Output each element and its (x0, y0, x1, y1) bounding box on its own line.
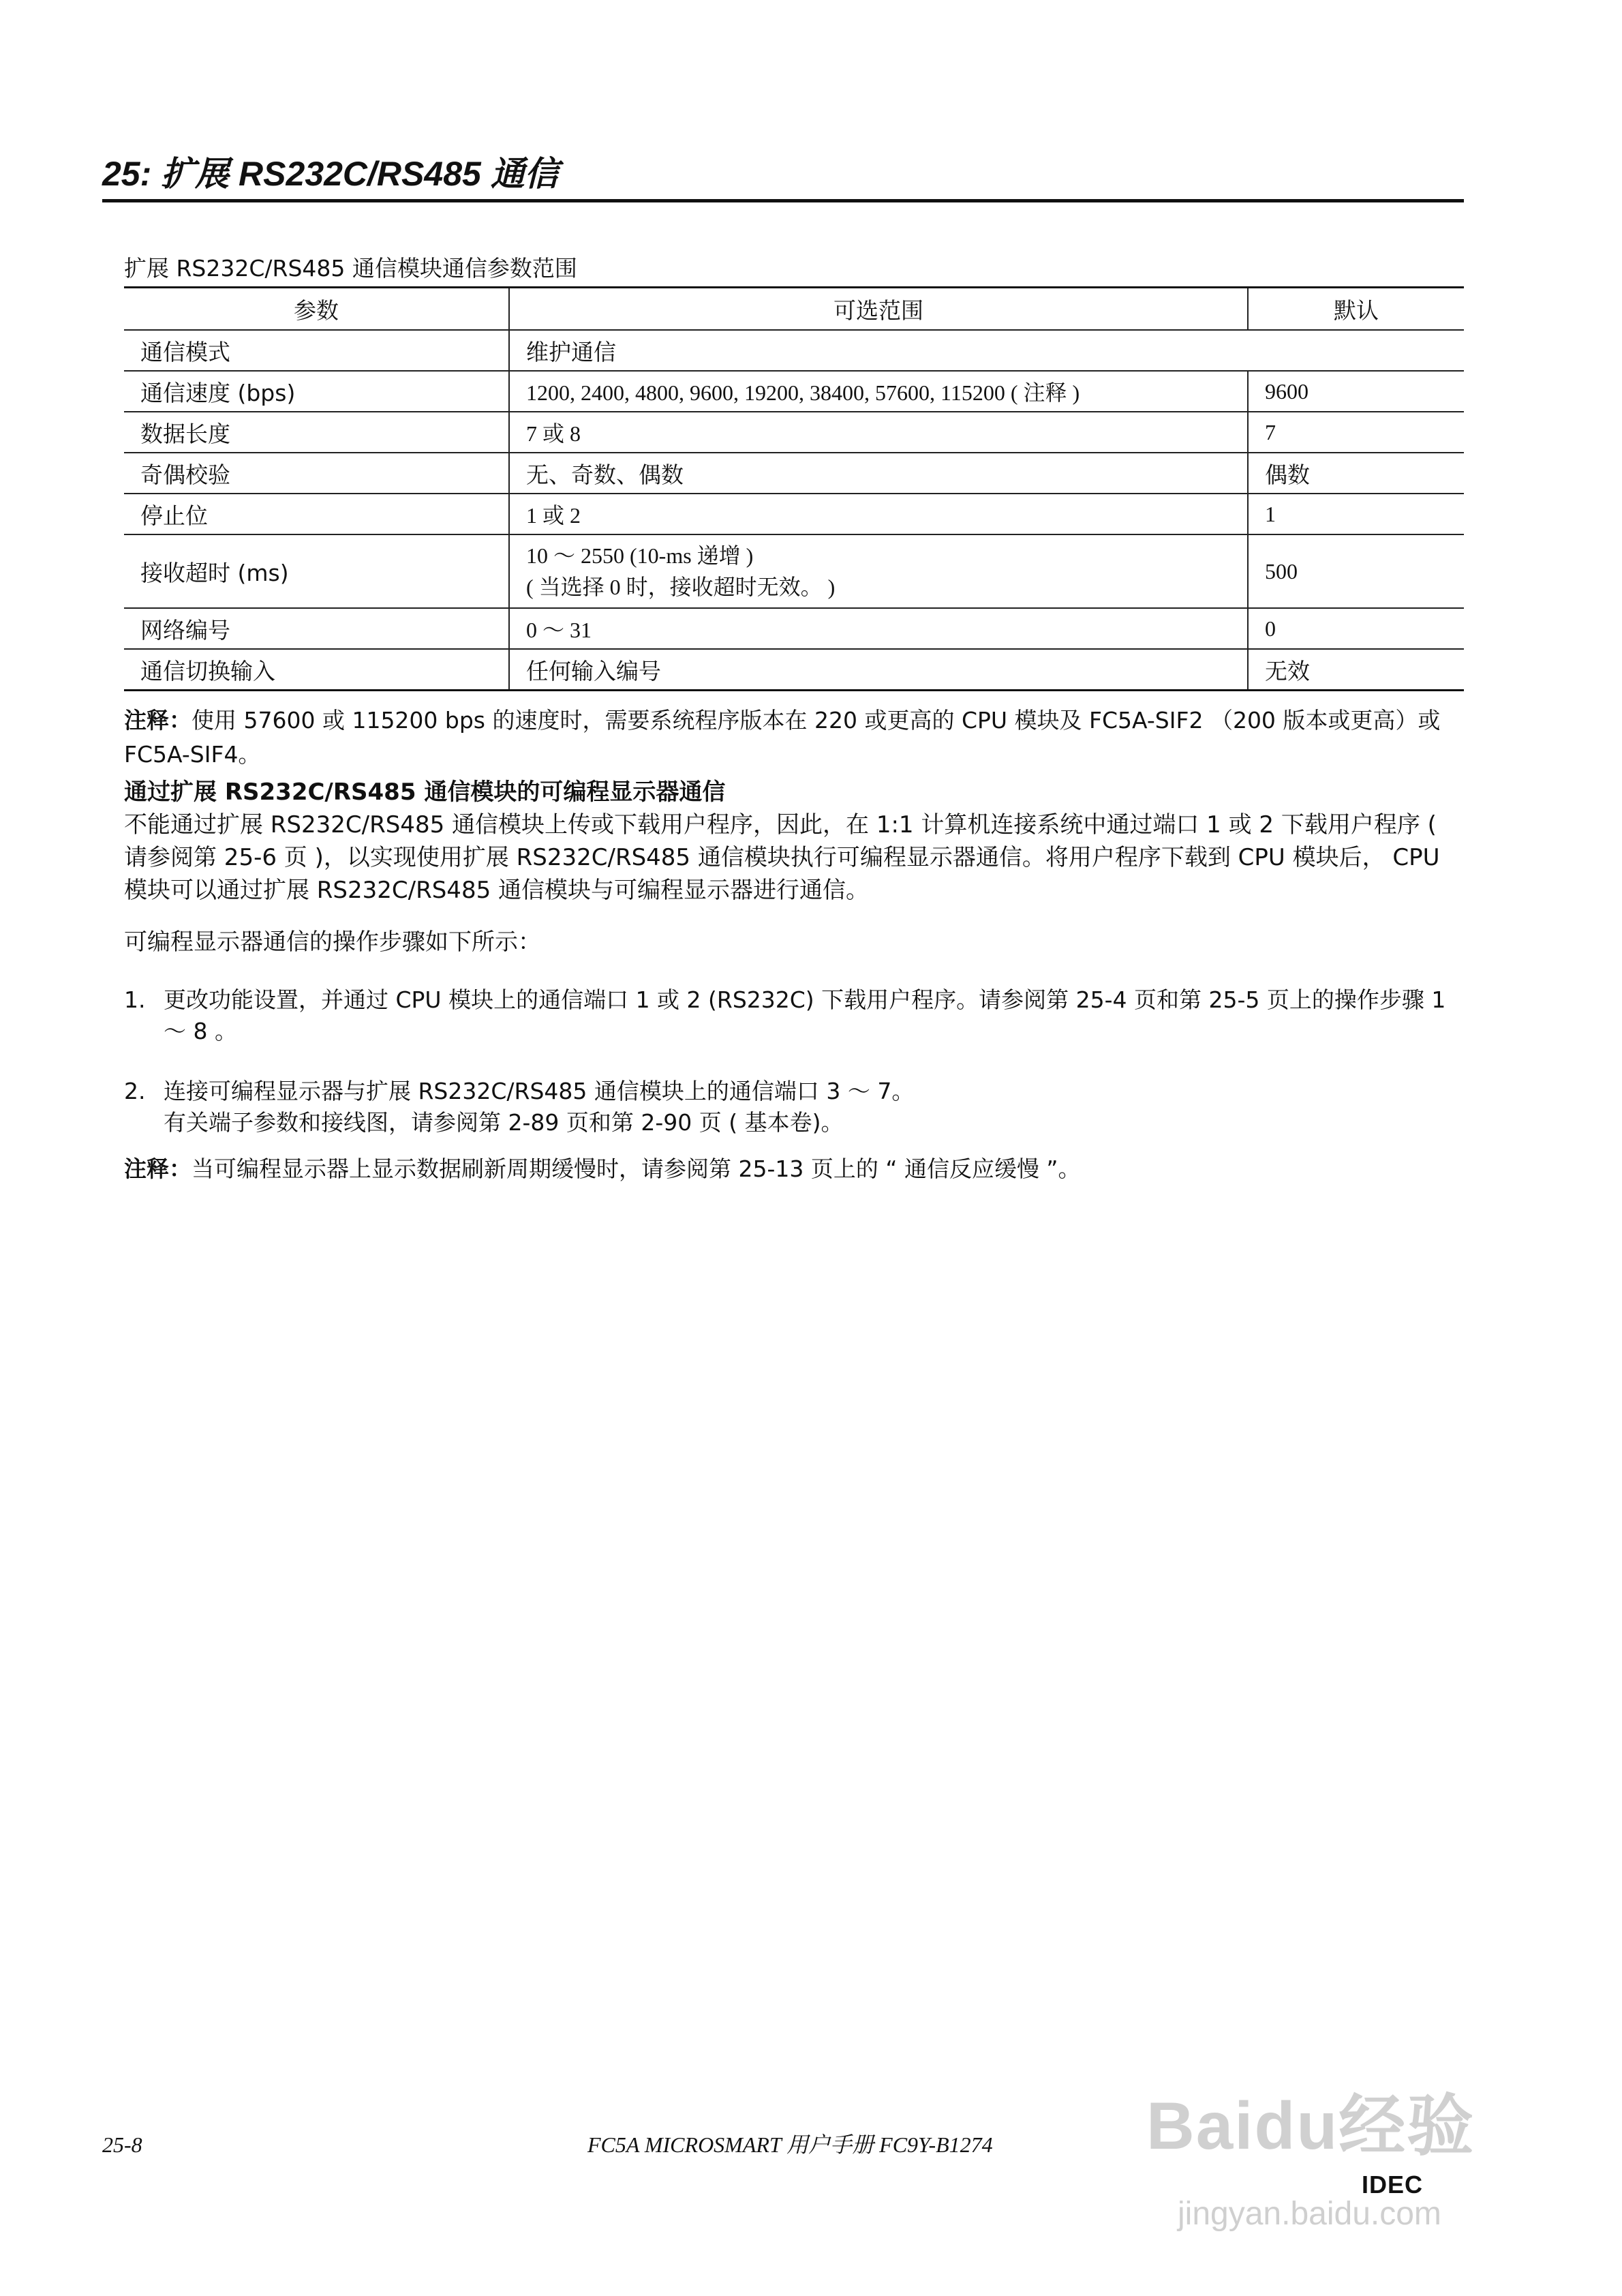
table-row (124, 608, 1464, 649)
step-text: 更改功能设置，并通过 CPU 模块上的通信端口 1 或 2 (RS232C) 下载用户程序。请参阅第 25-4 页和第 25-5 页上的操作步骤 1 ～ 8 。 (164, 986, 1446, 1044)
table-row (124, 534, 1464, 608)
watermark-url: jingyan.baidu.com (1178, 2196, 1441, 2232)
range-cell: 无、奇数、偶数 (509, 453, 1248, 494)
param-cell: 停止位 (124, 494, 509, 534)
note-text: 当可编程显示器上显示数据刷新周期缓慢时，请参阅第 25-13 页上的 “ 通信反应缓慢 ”。 (192, 1155, 1081, 1182)
default-cell: 偶数 (1248, 453, 1464, 494)
default-cell: 500 (1248, 534, 1464, 608)
note-text: 使用 57600 或 115200 bps 的速度时，需要系统程序版本在 220 或更高的 CPU 模块及 FC5A-SIF2 （200 版本或更高）或 FC5A-SIF4。 (124, 707, 1441, 768)
table-row (124, 453, 1464, 494)
range-line: 10 ～ 2550 (10-ms 递增 ) (526, 543, 754, 568)
table-row (124, 494, 1464, 534)
param-cell: 通信切换输入 (124, 649, 509, 691)
idec-logo: IDEC (1362, 2171, 1424, 2199)
display-note (124, 1153, 1464, 1185)
step-subtext: 有关端子参数和接线图，请参阅第 2-89 页和第 2-90 页 ( 基本卷)。 (164, 1109, 844, 1136)
table-caption: 扩展 RS232C/RS485 通信模块通信参数范围 (124, 255, 577, 282)
default-cell: 9600 (1248, 371, 1464, 412)
range-cell: 1200, 2400, 4800, 9600, 19200, 38400, 57600, 115200 ( 注释 ) (509, 371, 1248, 412)
table-header-row (124, 288, 1464, 331)
step-number: 2. (124, 1078, 146, 1104)
section-title: 通过扩展 RS232C/RS485 通信模块的可编程显示器通信 (124, 779, 726, 806)
column-header-param: 参数 (124, 288, 509, 331)
list-item (124, 984, 1464, 1047)
range-cell: 7 或 8 (509, 412, 1248, 453)
procedure-intro: 可编程显示器通信的操作步骤如下所示： (124, 928, 541, 956)
table-row (124, 330, 1464, 371)
table-row (124, 649, 1464, 691)
default-cell: 无效 (1248, 649, 1464, 691)
range-cell: 0 ～ 31 (509, 608, 1248, 649)
range-cell (509, 534, 1248, 608)
table-row (124, 412, 1464, 453)
speed-note (124, 704, 1464, 772)
watermark-brand: Baidu经验 (1146, 2088, 1475, 2163)
param-cell: 通信速度 (bps) (124, 371, 509, 412)
param-cell: 网络编号 (124, 608, 509, 649)
column-header-range: 可选范围 (509, 288, 1248, 331)
list-item (124, 1076, 1464, 1138)
param-cell: 通信模式 (124, 330, 509, 371)
page-header (102, 151, 1464, 202)
manual-title: FC5A MICROSMART 用户手册 FC9Y-B1274 (587, 2132, 993, 2157)
range-note: ( 当选择 0 时，接收超时无效。 ) (526, 575, 836, 599)
step-text: 连接可编程显示器与扩展 RS232C/RS485 通信模块上的通信端口 3 ～ 7。 (164, 1078, 915, 1104)
range-cell: 任何输入编号 (509, 649, 1248, 691)
note-label: 注释： (124, 707, 192, 734)
page-title: 25: 扩展 RS232C/RS485 通信 (102, 155, 559, 193)
default-cell: 7 (1248, 412, 1464, 453)
range-cell: 1 或 2 (509, 494, 1248, 534)
column-header-default: 默认 (1248, 288, 1464, 331)
table-row (124, 371, 1464, 412)
note-label: 注释： (124, 1155, 192, 1182)
param-cell: 奇偶校验 (124, 453, 509, 494)
parameter-table (124, 286, 1464, 691)
page-number: 25-8 (102, 2132, 142, 2157)
watermark (1146, 2072, 1528, 2277)
step-number: 1. (124, 986, 146, 1013)
default-cell: 1 (1248, 494, 1464, 534)
default-cell: 0 (1248, 608, 1464, 649)
range-cell: 维护通信 (509, 330, 1464, 371)
section-paragraph: 不能通过扩展 RS232C/RS485 通信模块上传或下载用户程序，因此，在 1:1 计算机连接系统中通过端口 1 或 2 下载用户程序 ( 请参阅第 25-6 页 )，以实现使用扩展 RS232C/RS485 通信模块执行可编程显示器通信。将用户程序下载到 CPU 模块后， CPU 模块可以通过扩展 RS232C/RS485 通信模块与可编程显示器进行通信。 (124, 811, 1440, 904)
param-cell: 数据长度 (124, 412, 509, 453)
param-cell: 接收超时 (ms) (124, 534, 509, 608)
